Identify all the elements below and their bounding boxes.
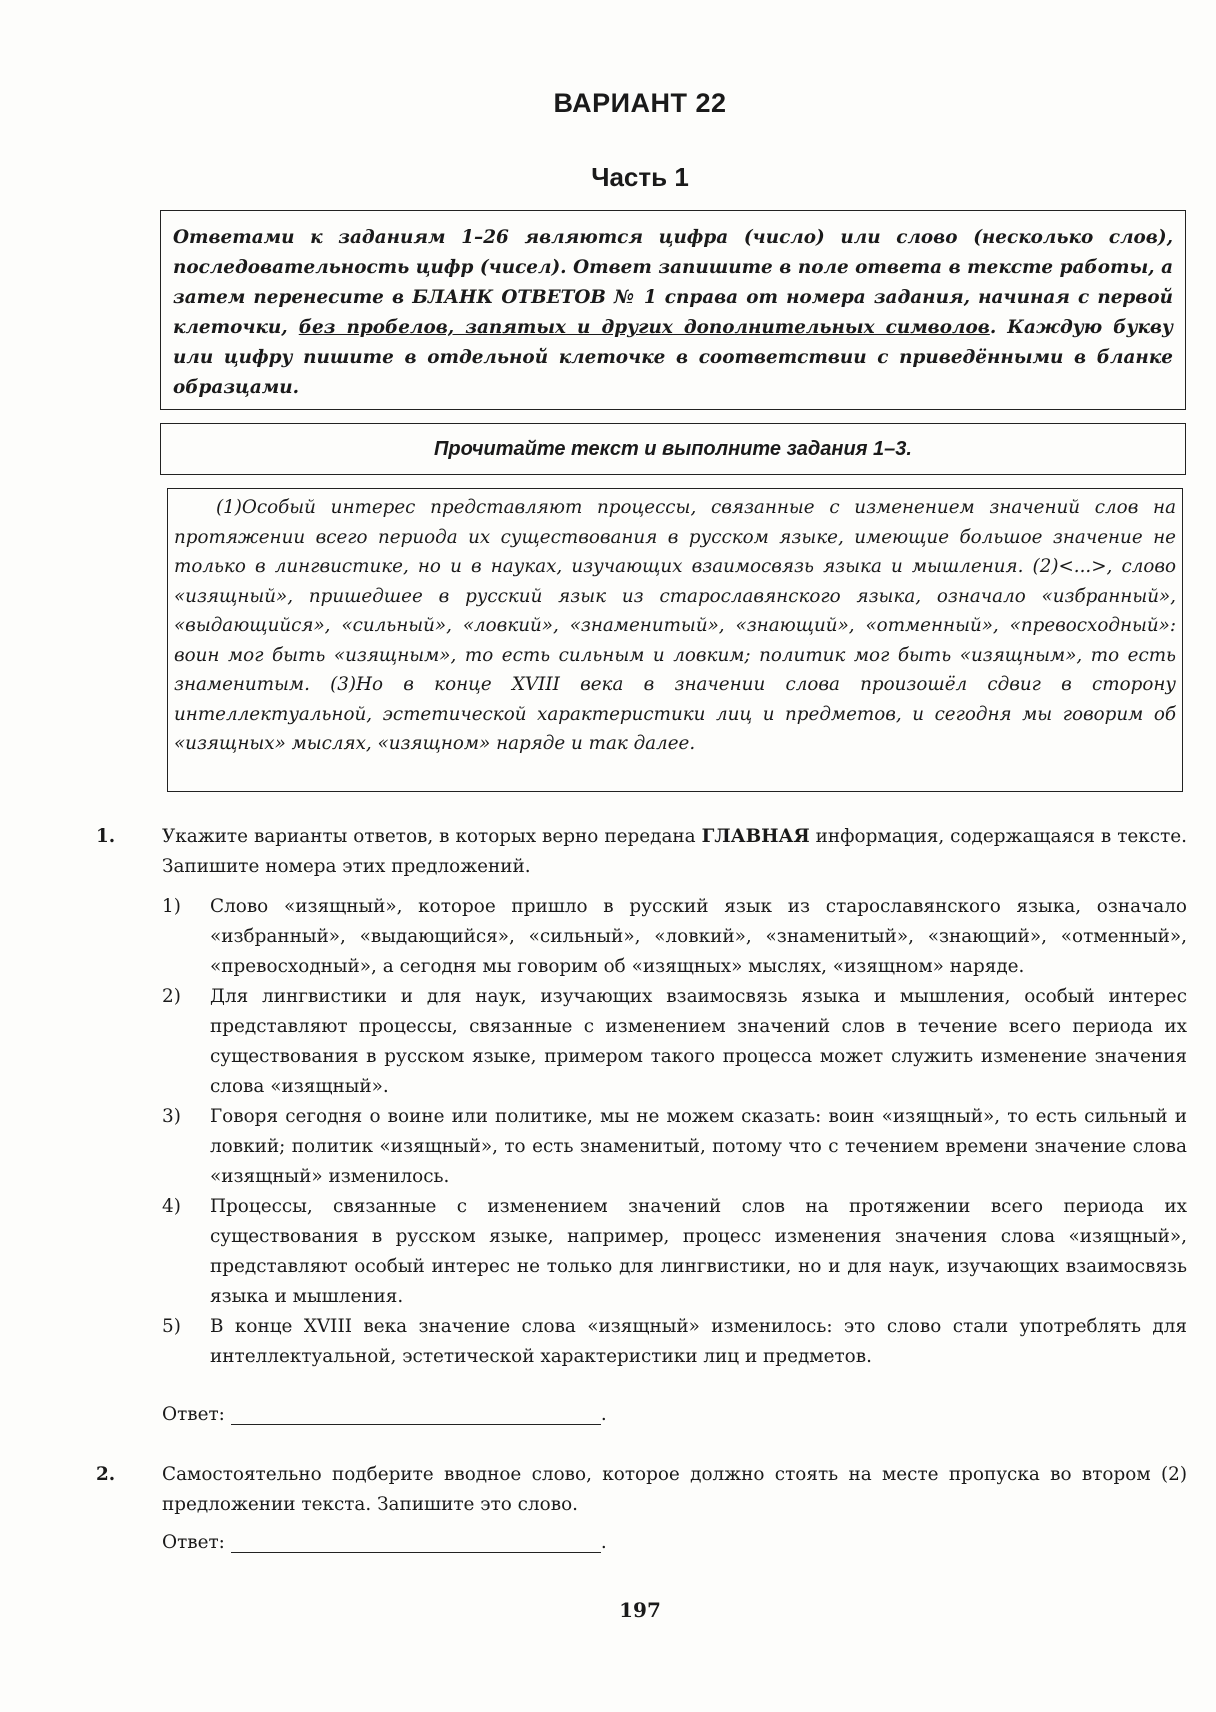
task-1-answer-field[interactable] <box>231 1404 601 1425</box>
instructions-underlined-text: без пробелов, запятых и других дополнительных символов <box>298 317 990 338</box>
instructions-box <box>160 210 1186 410</box>
answer-label: Ответ: <box>162 1532 225 1553</box>
task-1-question-end: информация, содержащаяся в тексте. Запишите номера этих предложений. <box>162 826 1187 877</box>
task-2-answer-field[interactable] <box>231 1532 601 1553</box>
task-1-option-1 <box>162 892 1187 982</box>
task-1-option-3 <box>162 1102 1187 1192</box>
text-passage-box <box>167 488 1183 792</box>
task-1-answer <box>162 1404 607 1425</box>
task-2-question: Самостоятельно подберите вводное слово, которое должно стоять на месте пропуска во втором (2) предложении текста. Запишите это слово. <box>162 1464 1187 1515</box>
option-text: Процессы, связанные с изменением значений слов на протяжении всего периода их существования в русском языке, например, процесс изменения значения слова «изящный», представляют особый интерес не только для лингвистики, но и для наук, изучающих взаимосвязь языка и мышления. <box>210 1196 1187 1307</box>
option-number: 4) <box>162 1196 181 1217</box>
task-1-question <box>162 822 1187 882</box>
page-number: 197 <box>619 1598 661 1622</box>
variant-title: ВАРИАНТ 22 <box>553 88 727 118</box>
option-text: Слово «изящный», которое пришло в русский язык из старославянского языка, означало «избранный», «выдающийся», «сильный», «ловкий», «знаменитый», «знающий», «отменный», «превосходный», а сегодня мы говорим об «изящных» мыслях, «изящном» наряде. <box>210 896 1187 977</box>
option-number: 2) <box>162 986 181 1007</box>
task-2-number: 2. <box>96 1464 116 1485</box>
answer-end: . <box>600 1404 607 1425</box>
task-1-question-emphasis: ГЛАВНАЯ <box>701 826 810 847</box>
task-1-question-start: Укажите варианты ответов, в которых верно передана <box>162 826 702 847</box>
answer-label: Ответ: <box>162 1404 225 1425</box>
task-1-number: 1. <box>96 826 116 847</box>
option-number: 3) <box>162 1106 181 1127</box>
task-1-option-2 <box>162 982 1187 1102</box>
option-text: Говоря сегодня о воине или политике, мы не можем сказать: воин «изящный», то есть сильный и ловкий; политик «изящный», то есть знаменитый, потому что с течением времени значение слова «изящный» изменилось. <box>210 1106 1187 1187</box>
instructions-text-end: . Каждую букву или цифру пишите в отдельной клеточке в соответствии с приведёнными в бланке образцами. <box>173 317 1173 398</box>
answer-end: . <box>600 1532 607 1553</box>
instructions-text: Ответами к заданиям 1–26 являются цифра (число) или слово (несколько слов), последовательность цифр (чисел). Ответ запишите в поле ответа в тексте работы, а затем перенесите в БЛАНК ОТВЕТОВ № 1 справа от номера задания, начиная с первой клеточки, <box>173 227 1173 338</box>
option-text: В конце XVIII века значение слова «изящный» изменилось: это слово стали употреблять для интеллектуальной, эстетической характеристики лиц и предметов. <box>210 1316 1187 1367</box>
option-number: 5) <box>162 1316 181 1337</box>
option-number: 1) <box>162 896 181 917</box>
part-title: Часть 1 <box>591 162 689 192</box>
read-text-header: Прочитайте текст и выполните задания 1–3. <box>160 423 1186 475</box>
task-2-answer <box>162 1532 607 1553</box>
task-1-option-4 <box>162 1192 1187 1312</box>
text-passage: (1)Особый интерес представляют процессы, связанные с изменением значений слов на протяжении всего периода их существования в русском языке, имеющие большое значение не только в лингвистике, но и в науках, изучающих взаимосвязь языка и мышления. (2)<...>, слово «изящный», пришедшее в русский язык из старославянского языка, означало «избранный», «выдающийся», «сильный», «ловкий», «знаменитый», «знающий», «отменный», «превосходный»: воин мог быть «изящным», то есть сильным и ловким; политик мог быть «изящным», то есть знаменитым. (3)Но в конце XVIII века в значении слова произошёл сдвиг в сторону интеллектуальной, эстетической характеристики лиц и предметов, и сегодня мы говорим об «изящных» мыслях, «изящном» наряде и так далее. <box>174 497 1176 754</box>
option-text: Для лингвистики и для наук, изучающих взаимосвязь языка и мышления, особый интерес представляют процессы, связанные с изменением значений слов в течение всего периода их существования в русском языке, примером такого процесса может служить изменение значения слова «изящный». <box>210 986 1187 1097</box>
task-1-option-5 <box>162 1312 1187 1372</box>
